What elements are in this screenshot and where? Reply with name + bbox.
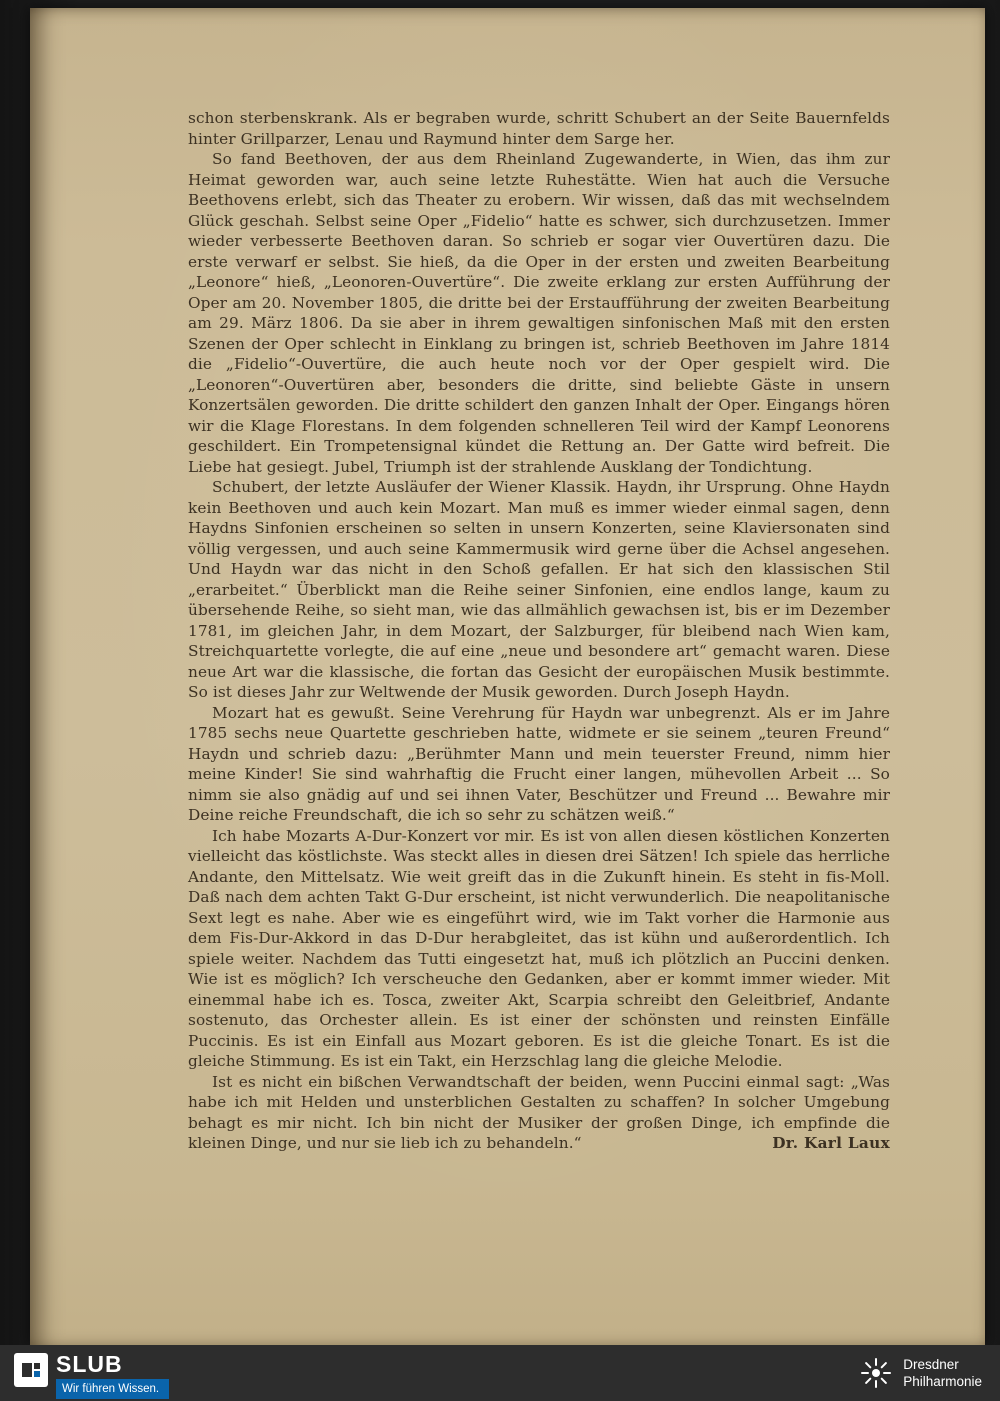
slub-brand <box>14 1351 169 1399</box>
slub-wordmark: SLUB <box>56 1351 123 1377</box>
paragraph-text: Ist es nicht ein bißchen Verwandtschaft der beiden, wenn Puccini einmal sagt: „Was habe ich mit Helden und unsterblichen Gestalten zu schaffen? In solcher Umgebung behagt es mir nicht. Ich bin nicht der Musiker der großen Dinge, ich empfinde die kleinen Dinge, und nur sie lieb ich zu behandeln.“ <box>188 1072 890 1152</box>
philharmonie-name <box>903 1356 982 1390</box>
footer-bar <box>0 1345 1000 1401</box>
page-text-block <box>188 108 890 1154</box>
paragraph: Ich habe Mozarts A-Dur-Konzert vor mir. Es ist von allen diesen köstlichen Konzerten vielleicht das köstlichste. Was steckt alles in diesen drei Sätzen! Ich spiele das herrliche Andante, den Mittelsatz. Wie weit greift das in die Zukunft hinein. Es steht in fis-Moll. Daß nach dem achten Takt G-Dur erscheint, ist nicht verwunderlich. Die neapolitanische Sext legt es nahe. Aber wie es eingeführt wird, wie im Takt vorher die Harmonie aus dem Fis-Dur-Akkord in das D-Dur herabgleitet, das ist kühn und außerordentlich. Ich spiele weiter. Nachdem das Tutti eingesetzt hat, muß ich plötzlich an Puccini denken. Wie ist es möglich? Ich verscheuche den Gedanken, aber er kommt immer wieder. Mit einemmal habe ich es. Tosca, zweiter Akt, Scarpia schreibt den Geleitbrief, Andante sostenuto, das Orchester allein. Es ist einer der schönsten und reinsten Einfälle Puccinis. Es ist ein Einfall aus Mozart geboren. Es ist die gleiche Tonart. Es ist die gleiche Stimmung. Es ist ein Takt, ein Herzschlag lang die gleiche Melodie. <box>188 826 890 1070</box>
author-signature: Dr. Karl Laux <box>772 1134 890 1152</box>
paragraph: schon sterbenskrank. Als er begraben wurde, schritt Schubert an der Seite Bauernfelds hinter Grillparzer, Lenau und Raymund hinter dem Sarge her. <box>188 109 890 148</box>
philharmonie-logo-icon <box>859 1356 893 1390</box>
paragraph: Mozart hat es gewußt. Seine Verehrung für Haydn war unbegrenzt. Als er im Jahre 1785 sechs neue Quartette geschrieben hatte, widmete er sie seinem „teuren Freund“ Haydn und schrieb dazu: „Berühmter Mann und mein teuerster Freund, nimm hier meine Kinder! Sie sind wahrhaftig die Frucht einer langen, mühevollen Arbeit ... So nimm sie also gnädig auf und sei ihnen Vater, Beschützer und Freund ... Bewahre mir Deine reiche Freundschaft, die ich so sehr zu schätzen weiß.“ <box>188 703 890 824</box>
philharmonie-name-line1: Dresdner <box>903 1357 959 1372</box>
slub-text-column <box>56 1351 169 1399</box>
philharmonie-name-line2: Philharmonie <box>903 1374 982 1389</box>
paragraph: Schubert, der letzte Ausläufer der Wiener Klassik. Haydn, ihr Ursprung. Ohne Haydn kein Beethoven und auch kein Mozart. Man muß es immer wieder einmal sagen, denn Haydns Sinfonien erscheinen so selten in unsern Konzerten, seine Klaviersonaten sind völlig vergessen, und auch seine Kammermusik wird gerne über die Achsel angesehen. Und Haydn war das nicht in den Schoß gefallen. Er hat sich den klassischen Stil „erarbeitet.“ Überblickt man die Reihe seiner Sinfonien, eine endlos lange, kaum zu übersehende Reihe, so sieht man, wie das allmählich gewachsen ist, bis er im Dezember 1781, im gleichen Jahr, in dem Mozart, der Salzburger, für bleibend nach Wien kam, Streichquartette vorlegte, die auf eine „neue und besondere art“ gemacht waren. Diese neue Art war die klassische, die fortan das Gesicht der europäischen Musik bestimmte. So ist dieses Jahr zur Weltwende der Musik geworden. Durch Joseph Haydn. <box>188 478 890 701</box>
philharmonie-brand <box>859 1356 982 1390</box>
slub-tagline: Wir führen Wissen. <box>56 1379 169 1399</box>
scanned-page <box>30 8 985 1345</box>
slub-logo-icon <box>14 1353 48 1387</box>
paragraph: So fand Beethoven, der aus dem Rheinland Zugewanderte, in Wien, das ihm zur Heimat geworden war, auch seine letzte Ruhestätte. Wien hat auch die Versuche Beethovens erlebt, sich das Theater zu erobern. Wir wissen, daß das mit wechselndem Glück geschah. Selbst seine Oper „Fidelio“ hatte es schwer, sich durchzusetzen. Immer wieder verbesserte Beethoven daran. So schrieb er sogar vier Ouvertüren dazu. Die erste verwarf er selbst. Sie hieß, da die Oper in der ersten und zweiten Bearbeitung „Leonore“ hieß, „Leonoren-Ouvertüre“. Die zweite erklang zur ersten Aufführung der Oper am 20. November 1805, die dritte bei der Erstaufführung der zweiten Bearbeitung am 29. März 1806. Da sie aber in ihrem gewaltigen sinfonischen Maß mit den ersten Szenen der Oper schlecht in Einklang zu bringen ist, schrieb Beethoven im Jahre 1814 die „Fidelio“-Ouvertüre, die auch heute noch vor der Oper gespielt wird. Die „Leonoren“-Ouvertüren aber, besonders die dritte, sind beliebte Gäste in unsern Konzertsälen geworden. Die dritte schildert den ganzen Inhalt der Oper. Eingangs hören wir die Klage Florestans. In dem folgenden schnelleren Teil wird der Kampf Leonorens geschildert. Ein Trompetensignal kündet die Rettung an. Der Gatte wird befreit. Die Liebe hat gesiegt. Jubel, Triumph ist der strahlende Ausklang der Tondichtung. <box>188 150 890 476</box>
paragraph-final <box>188 1072 890 1154</box>
